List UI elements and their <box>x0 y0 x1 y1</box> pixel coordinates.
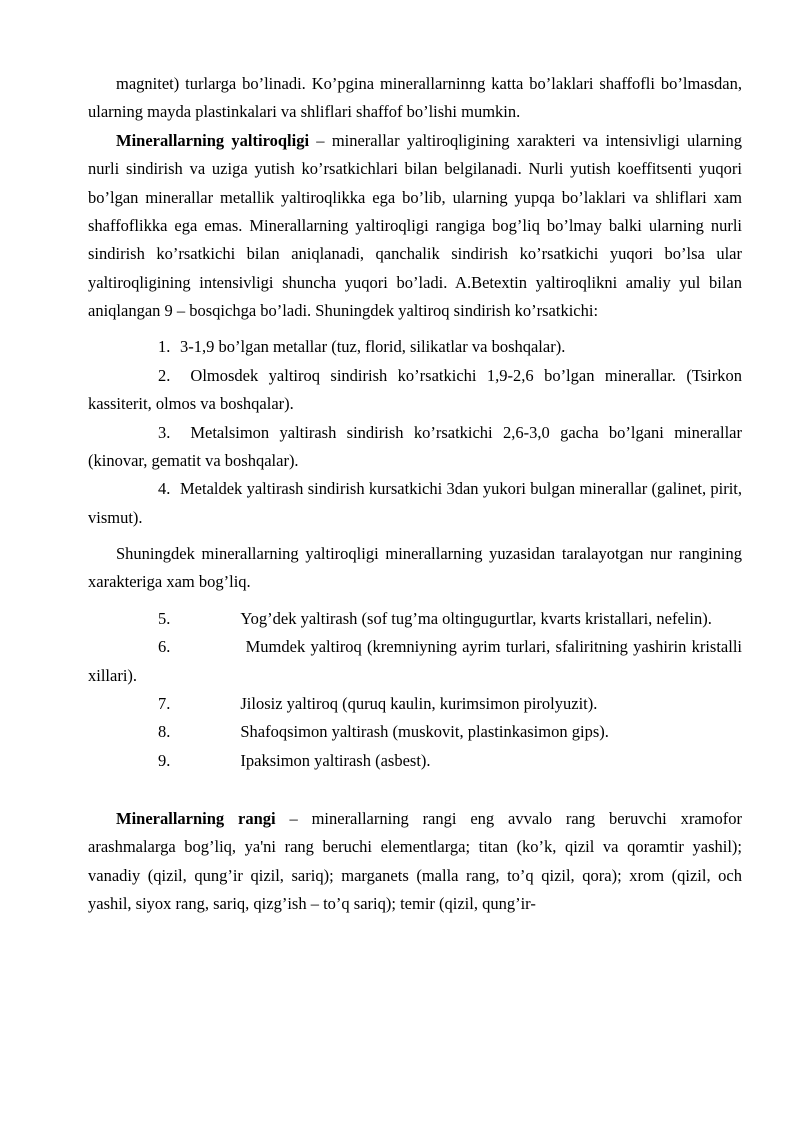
list-text: Metalsimon yaltirash sindirish ko’rsatkichi 2,6-3,0 gacha bo’lgani minerallar (kinovar, gematit va boshqalar). <box>88 422 742 470</box>
list-item <box>88 362 742 419</box>
list-item <box>88 718 742 746</box>
list-text: Olmosdek yaltiroq sindirish ko’rsatkichi 1,9-2,6 bo’lgan minerallar. (Tsirkon kassiterit, olmos va boshqalar). <box>88 365 742 414</box>
paragraph-yaltiroqligi <box>88 127 742 326</box>
list-text: Metaldek yaltirash sindirish kursatkichi 3dan yukori bulgan minerallar (galinet, pirit, vismut). <box>88 479 742 527</box>
list-number: 3. <box>158 422 171 442</box>
heading-rangi: Minerallarning rangi <box>116 809 276 828</box>
spacer <box>88 325 742 333</box>
paragraph-rangi <box>88 805 742 919</box>
list-item <box>88 690 742 718</box>
list-number: 9. <box>158 750 171 770</box>
spacer <box>88 532 742 540</box>
list-item <box>88 605 742 633</box>
list-number: 8. <box>158 722 171 742</box>
list-text: Shafoqsimon yaltirash (muskovit, plastinkasimon gips). <box>240 722 609 742</box>
list-number: 2. <box>158 365 171 385</box>
heading-yaltiroqligi: Minerallarning yaltiroqligi <box>116 130 310 150</box>
list-item <box>88 419 742 476</box>
list-text: Yog’dek yaltirash (sof tug’ma oltingugurtlar, kvarts kristallari, nefelin). <box>240 608 712 628</box>
list-text: Ipaksimon yaltirash (asbest). <box>240 750 431 770</box>
list-number: 5. <box>158 608 171 628</box>
list-number: 1. <box>158 337 171 357</box>
paragraph-middle: Shuningdek minerallarning yaltiroqligi minerallarning yuzasidan taralayotgan nur rangining xarakteriga xam bog’liq. <box>88 544 742 592</box>
list-item <box>88 747 742 775</box>
list-number: 4. <box>158 479 171 499</box>
list-item <box>88 333 742 361</box>
list-item <box>88 475 742 532</box>
list-number: 6. <box>158 637 171 657</box>
spacer <box>88 775 742 805</box>
list-text: 3-1,9 bo’lgan metallar (tuz, florid, silikatlar va boshqalar). <box>180 337 566 357</box>
document-body <box>88 70 742 919</box>
paragraph-intro: magnitet) turlarga bo’linadi. Ko’pgina minerallarninng katta bo’laklari shaffofli bo’lmasdan, ularning mayda plastinkalari va shliflari shaffof bo’lishi mumkin. <box>88 74 742 122</box>
list-number: 7. <box>158 693 171 713</box>
list-text: Jilosiz yaltiroq (quruq kaulin, kurimsimon pirolyuzit). <box>240 693 598 713</box>
list-item <box>88 633 742 690</box>
list-text: Mumdek yaltiroq (kremniyning ayrim turlari, sfaliritning yashirin kristalli xillari). <box>88 637 742 685</box>
spacer <box>88 597 742 605</box>
paragraph-rangi-text: – minerallarning rangi eng avvalo rang beruvchi xramofor arashmalarga bog’liq, ya'ni rang beruchi elementlarga; titan (ko’k, qizil va qoramtir yashil); vanadiy (qizil, qung’ir qizil, sariq); marganets (malla rang, to’q qizil, qora); xrom (qizil, och yashil, siyox rang, sariq, qizg’ish – to’q sariq); temir (qizil, qung’ir- <box>88 809 742 914</box>
paragraph-yaltiroqligi-text: – minerallar yaltiroqligining xarakteri va intensivligi ularning nurli sindirish va uziga yutish ko’rsatkichlari bilan belgilanadi. Nurli yutish koeffitsenti yuqori bo’lgan minerallar metallik yaltiroqlikka ega bo’lib, ularning yupqa bo’laklari va shliflari xam shaffoflikka ega emas. Minerallarning yaltiroqligi rangiga bog’liq bo’lmay balki ularning nurli sindirish ko’rsatkichi bilan aniqlanadi, qanchalik sindirish ko’rsatkichi yuqori bo’lsa ular yaltiroqligining intensivligi shuncha yuqori bo’ladi. A.Betextin yaltiroqlikni amaliy yul bilan aniqlangan 9 – bosqichga bo’ladi. Shuningdek yaltiroq sindirish ko’rsatkichi: <box>88 130 742 320</box>
